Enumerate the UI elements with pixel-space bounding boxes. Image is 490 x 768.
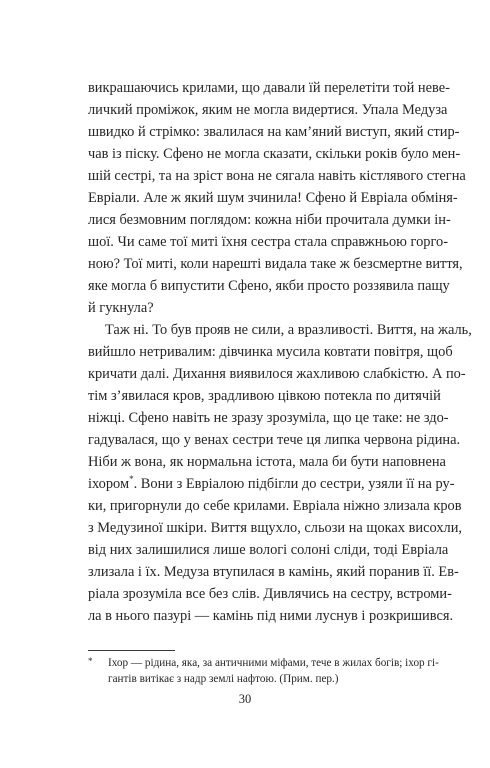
text-line: яке могла б випустити Сфено, якби просто роззявила пащу	[88, 278, 450, 294]
text-line: Ніби ж вона, як нормальна істота, мала би бути наповнена	[88, 454, 446, 470]
text-line: з Медузиної шкіри. Виття вщухло, сльози на щоках висохли,	[88, 520, 463, 536]
text-line: ла в нього пазурі — камінь під ними луснув і розкришився.	[88, 608, 454, 624]
text-line: викрашаючись крилами, що давали їй перелетіти той невe-	[88, 80, 450, 96]
text-line: ріала зрозуміла все без слів. Дивлячись на сестру, встроми-	[88, 586, 452, 602]
text-line: ною? Тої миті, коли нарешті видала таке ж безсмертне виття,	[88, 256, 463, 272]
text-line: вийшло нетривалим: дівчинка мусила ковтати повітря, щоб	[88, 344, 453, 360]
text-line: шої. Чи саме тої миті їхня сестра стала справжньою горго-	[88, 234, 448, 250]
text-line: шій сестрі, та на зріст вона не сягала навіть кістлявого стегна	[88, 168, 466, 184]
text-line: Евріали. Але ж який шум зчинила! Сфено й Евріала обміня-	[88, 190, 458, 206]
footnote-line: гантів витікає з надр землі нафтою. (Прим. пер.)	[108, 673, 339, 685]
text-line: ки, пригорнули до себе крилами. Евріала ніжно злизала кров	[88, 498, 462, 514]
text-line: швидко й стрімко: звалилася на кам’яний виступ, який стир-	[88, 124, 460, 140]
footnote-line: Іхор — рідина, яка, за античними міфами, тече в жилах богів; іхор гі-	[108, 657, 439, 669]
text-line: від них залишилися лише вологі солоні сліди, тоді Евріала	[88, 542, 449, 558]
text-line: чав із піску. Сфено не могла сказати, скільки років було мен-	[88, 146, 461, 162]
footnote-ref-mark: *	[129, 474, 134, 485]
text-line: тім з’явилася кров, зрадливою цівкою потекла по дитячій	[88, 388, 441, 404]
text-line: ніжці. Сфено навіть не зразу зрозуміла, що це таке: не здо-	[88, 410, 449, 426]
text-line: Таж ні. То був прояв не сили, а вразливості. Виття, на жаль,	[105, 322, 472, 338]
text-line-with-footnote: іхором*. Вони з Евріалою підбігли до сестри, узяли її на ру-	[88, 474, 455, 492]
footnote-divider	[88, 650, 175, 651]
footnote-ref-word: іхором	[88, 476, 130, 492]
text-fragment: Вони з Евріалою підбігли до сестри, узяли її на ру-	[140, 476, 455, 492]
text-line: кричати далі. Дихання виявилося жахливою слабкістю. А по-	[88, 366, 466, 382]
text-line: лися безмовним поглядом: кожна ніби прочитала думки ін-	[88, 212, 451, 228]
text-line: гадувалася, що у венах сестри тече ця липка червона рідина.	[88, 432, 461, 448]
page-number: 30	[238, 692, 252, 706]
footnote-mark: *	[88, 656, 93, 666]
text-line: личкий проміжок, яким не могла видертися. Упала Медуза	[88, 102, 448, 118]
text-line: й гукнула?	[88, 300, 154, 316]
text-line: злизала і їх. Медуза втупилася в камінь, який поранив її. Ев-	[88, 564, 459, 580]
